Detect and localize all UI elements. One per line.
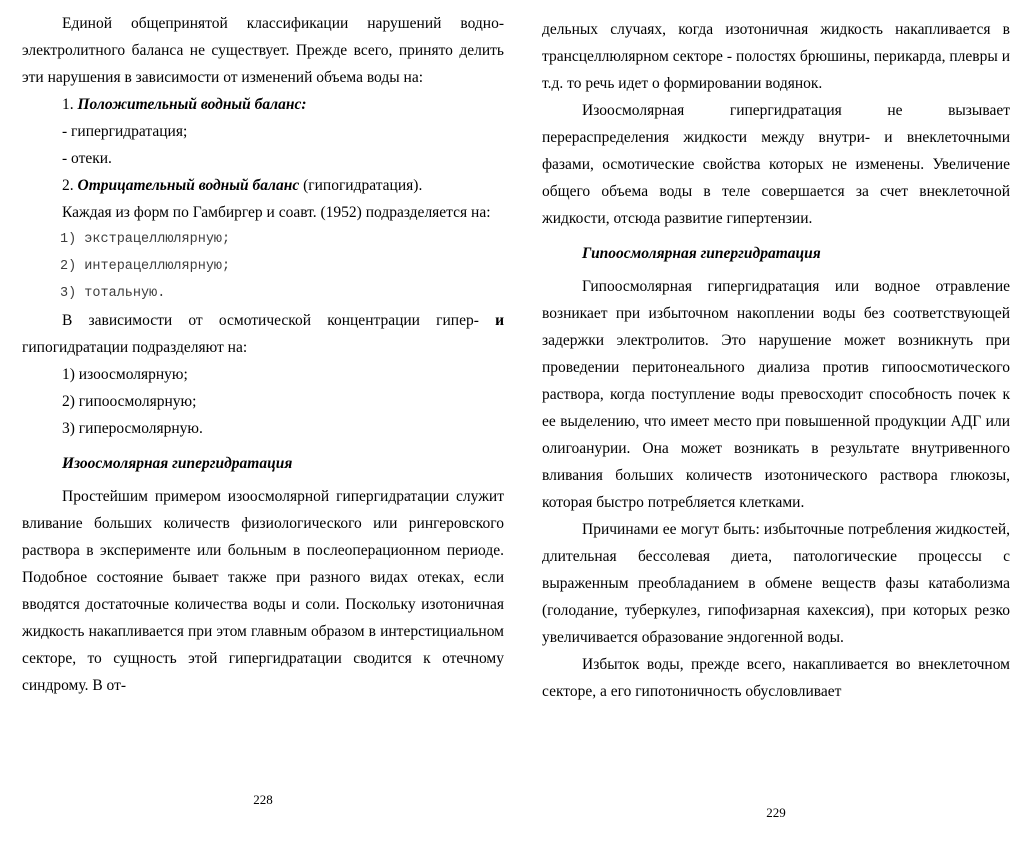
list-item-hyperosmolar: 3) гиперосмолярную. (62, 420, 203, 437)
mono-list-item: 1) экстрацеллюлярную; (60, 232, 231, 247)
paragraph-segment: гипогидратации подразделяют на: (22, 339, 248, 356)
list-item-rest: (гипогидратация). (299, 177, 423, 194)
paragraph-hypoosmolar-3: Избыток воды, прежде всего, накапливается во внеклеточном секторе, а его гипотоничность обусловливает (542, 656, 1010, 700)
paragraph-isoosmolar-body: Простейшим примером изоосмолярной гипергидратации служит вливание больших количеств физиологического или рингеровского раствора в эксперименте или больным в послеоперационном периоде. Подобное состояние бывает также при разного видах отеках, если вводятся достаточные количества воды и соли. Поскольку изотоничная жидкость накапливается при этом главным образом в интерстициальном секторе, то сущность этой гипергидратации сводится к отечному синдрому. В от- (22, 488, 504, 694)
paragraph-segment: В зависимости от осмотической концентрации гипер- (62, 312, 496, 329)
list-item-edema: - отеки. (62, 150, 112, 167)
mono-list-item: 3) тотальную. (60, 286, 166, 301)
page-number: 229 (766, 805, 786, 820)
paragraph-isoosmolar-2: Изоосмолярная гипергидратация не вызывает перераспределения жидкости между внутри- и внеклеточными фазами, осмотические свойства которых не изменены. Увеличение общего объема воды в теле совершается за счет внеклеточной жидкости, отсюда развитие гипертензии. (542, 102, 1010, 227)
list-item-negative-balance (62, 172, 504, 199)
list-item-prefix: 2. (62, 177, 78, 194)
paragraph-hypoosmolar-1: Гипоосмолярная гипергидратация или водное отравление возникает при избыточном накоплении воды без соответствующей задержки электролитов. Это нарушение может возникнуть при проведении перитонеального диализа против гипоосмотического раствора, когда поступление воды превосходит способность почек к ее выделению, что имеет место при повышенной продукции АДГ или олигоанурии. Она может возникать в результате внутривенного вливания больших количеств изотонического раствора глюкозы, которая быстро потребляется клетками. (542, 278, 1010, 511)
page-number: 228 (253, 792, 273, 807)
list-item-prefix: 1. (62, 96, 78, 113)
list-item-hyperhydration: - гипергидратация; (62, 123, 188, 140)
book-page-right (542, 0, 1010, 820)
paragraph-segment-bold: и (495, 312, 504, 329)
paragraph-hypoosmolar-2: Причинами ее могут быть: избыточные потребления жидкостей, длительная бессолевая диета, патологические процессы с выраженным преобладанием в обмене веществ фазы катаболизма (голодание, туберкулез, гипофизарная кахексия), при которых резко увеличивается образование эндогенной воды. (542, 521, 1010, 646)
mono-list-item: 2) интерацеллюлярную; (60, 259, 231, 274)
section-heading-hypoosmolar: Гипоосмолярная гипергидратация (582, 245, 821, 262)
paragraph-forms: Каждая из форм по Гамбиргер и соавт. (1952) подразделяется на: (62, 204, 491, 221)
list-item-label: Отрицательный водный баланс (77, 177, 300, 194)
book-page-left (22, 0, 504, 807)
list-item-hypoosmolar: 2) гипоосмолярную; (62, 393, 197, 410)
paragraph-intro: Единой общепринятой классификации нарушений водно-электролитного баланса не существует. Прежде всего, принято делить эти нарушения в зависимости от изменений объема воды на: (22, 15, 504, 86)
paragraph-continuation: дельных случаях, когда изотоничная жидкость накапливается в трансцеллюлярном секторе - полостях брюшины, перикарда, плевры и т.д. то речь идет о формировании водянок. (542, 21, 1010, 92)
paragraph-osmotic (22, 307, 504, 361)
list-item-label: Положительный водный баланс: (77, 96, 307, 113)
list-item-positive-balance (62, 91, 504, 118)
list-item-isoosmolar: 1) изоосмолярную; (62, 366, 188, 383)
section-heading-isoosmolar: Изоосмолярная гипергидратация (62, 455, 293, 472)
